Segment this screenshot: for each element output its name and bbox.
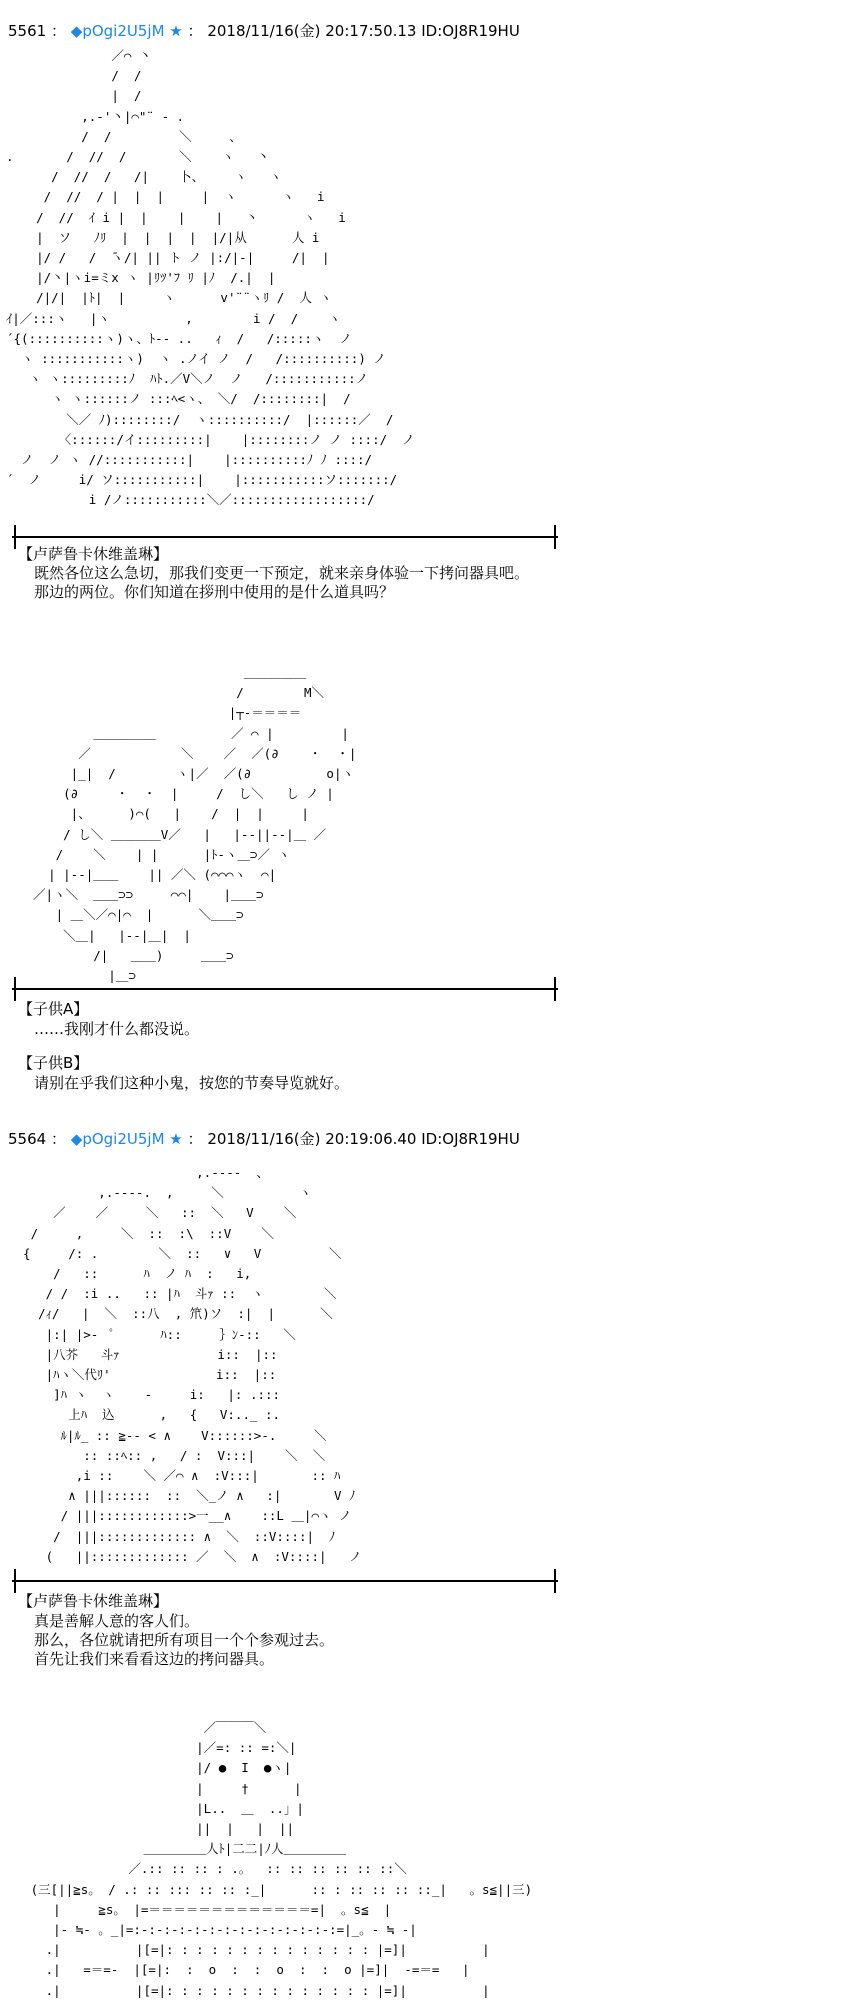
header-separator: ： [187, 22, 203, 40]
dialogue-line: 请别在乎我们这种小鬼，按您的节奏导览就好。 [34, 1074, 350, 1092]
divider-cross [554, 525, 556, 549]
divider [12, 988, 558, 990]
dialogue-line: 那边的两位。你们知道在拶刑中使用的是什么道具吗？ [34, 583, 395, 601]
divider-cross [14, 1569, 16, 1593]
divider-cross [554, 977, 556, 1001]
ascii-art-girl: ／⌒ 丶 / / | / ,.-'丶|⌒"¨ ‐ . / / ＼ 、 . / // / ＼ ヽ 丶 / // / /| 卜、 ヽ ヽ / // / | | | | ヽ ヽ i / // ｲ i | | | | 丶 ヽ i | ソ ﾉﾘ | | | | |/|从 人 i |/ / / ̄ヽ/| || ト ノ |:/|-| /| | |/丶|ヽi=ミx ヽ |ﾘﾂ'ﾌ ﾘ |ﾉ /.| | /|/| |ﾄ| | ヽ v'¨¨ヽﾘ / 人 ヽ ｲ|／:::ヽ |ヽ , i / / ヽ ´{(::::::::::ヽ)ヽ、ﾄ‐- .. ｨ / /:::::ヽ ノ ヽ :::::::::::ヽ) ヽ .ノイ ノ / /::::::::::) ノ ヽ ヽ:::::::::ﾉ ﾊﾄ.／V＼ノ ノ /:::::::::::ノ ヽ ヽ::::::ノ :::ﾍ<ヽ、 ＼/ /::::::::| / ＼／ ﾉ)::::::::/ ヽ::::::::::/ |::::::／ / 〈::::::/イ:::::::::| |::::::::ノ ノ ::::/ ノ ノ ノ ヽ //:::::::::::| |::::::::::ﾉ ﾉ ::::/ ´ ノ i/ ソ:::::::::::| |:::::::::::ソ:::::::/ i /ノ:::::::::::＼／::::::::::::::::::/ [6, 48, 415, 508]
dialogue-line: 那么，各位就请把所有项目一个个参观过去。 [34, 1631, 335, 1649]
ascii-art-iron-maiden: ／￣￣￣＼ |／=: :: =:＼| |/ ● I ●ヽ| | † | |L.. ＿ ..」| || | | || ＿＿＿＿＿人ﾄ|二二|ﾉ人＿＿＿＿＿ ／.:: :: :: : .。 :: :: :: :: :: ::＼ (三[||≧s。 / .: :: ::: :: :: :_| :: : :: :: :: ::_| 。s≦||三) | ≧s。 |=＝＝＝＝＝＝＝＝＝＝＝＝＝=| 。s≦ | |‐ ≒- 。_|=:‐:‐:‐:‐:‐:‐:‐:‐:‐:‐:‐:‐:‐:=|_。- ≒ ‐| .| |[=|: : : : : : : : : : : : : : |=]| | .| =＝=- |[=|: : o : : o : : o |=]| -=＝= | .| |[=|: : : : : : : : : : : : : : |=]| | [30, 1720, 533, 1998]
ascii-art-children: ＿＿＿＿＿ / M＼ |┬‐＝＝＝＝ ＿＿＿＿＿ ／ ⌒ | | ／ ＼ ／ ／(∂ ・ ・| |_| / ヽ|／ ／(∂ o|ヽ (∂ ・ ・ | / し＼ し ノ | |、 )⌒( | / | | | / し＼ ＿＿＿＿V／ | |--||--|＿ ／ / ＼ | | |ﾄ-ヽ＿⊃／ ヽ | |--|＿＿ || ／＼ (⌒⌒⌒ヽ ⌒| ／|ヽ＼ ＿＿⊃⊃ ⌒⌒| |＿＿⊃ | ＿＼／⌒|⌒ | ＼＿＿⊃ ＼＿| |--|＿| | /| ＿＿) ＿＿⊃ |＿⊃ [33, 665, 357, 984]
dialogue-line: 首先让我们来看看这边的拷问器具。 [34, 1650, 275, 1668]
diamond-icon: ◆ [70, 1130, 83, 1148]
trip-code[interactable]: pOgi2U5jM [82, 1130, 165, 1148]
header-separator: ： [50, 22, 66, 40]
post-header-5564 [8, 1130, 520, 1148]
post-datetime-id: 2018/11/16(金) 20:17:50.13 ID:OJ8R19HU [207, 22, 520, 40]
divider-cross [554, 1569, 556, 1593]
speaker-name: 【卢萨鲁卡休维盖琳】 [18, 1592, 169, 1610]
post-number: 5564 [8, 1130, 47, 1148]
post-header-5561 [8, 22, 520, 40]
divider-cross [14, 977, 16, 1001]
post-number: 5561 [8, 22, 47, 40]
star-icon: ★ [169, 1130, 183, 1148]
speaker-name: 【卢萨鲁卡休维盖琳】 [18, 545, 169, 563]
dialogue-line: 真是善解人意的客人们。 [34, 1612, 200, 1630]
header-separator: ： [187, 1130, 203, 1148]
speaker-name: 【子供B】 [18, 1054, 89, 1072]
divider-cross [14, 525, 16, 549]
divider [12, 536, 558, 538]
diamond-icon: ◆ [70, 22, 83, 40]
divider [12, 1580, 558, 1582]
star-icon: ★ [169, 22, 183, 40]
trip-code[interactable]: pOgi2U5jM [82, 22, 165, 40]
post-datetime-id: 2018/11/16(金) 20:19:06.40 ID:OJ8R19HU [207, 1130, 520, 1148]
header-separator: ： [50, 1130, 66, 1148]
dialogue-line: ……我刚才什么都没说。 [34, 1020, 200, 1038]
speaker-name: 【子供A】 [18, 1000, 89, 1018]
ascii-art-girl-smiling: ,.-‐‐- 、 ,.-‐‐-. , ＼ ヽ ／ ／ ＼ :: ＼ V ＼ / , ＼ :: :\ ::V ＼ { /: . ＼ :: ∨ V ＼ / :: ﾊ ノ ﾊ : i, / / :i .. :: |ﾊ 斗ｧ :: ヽ ＼ /ｨ/ | ＼ ::八 , 笊)ソ :| | ＼ |:| |>‐ ﾟ ﾊ:: ｝ﾝ-:: ＼ |八芥 斗ｧ i:: |:: |ﾊヽ＼代ﾘ' i:: |:: ]ﾊ ヽ ヽ ‐ i: |: .::: 上ﾊ 込 , { V:.._ :. ﾙ|ﾙ_ :: ≧-- < ∧ V::::::>-. ＼ :: ::ﾍ:: , / : V:::| ＼ ＼ ,i :: ＼ ／⌒ ∧ :V:::| :: ﾊ ∧ |||:::::: :: ＼_ノ ∧ :| V ﾉ / |||::::::::::::>一__∧ ::L ＿|⌒ヽ ノ / |||::::::::::::: ∧ ＼ ::V::::| ﾉ ( ||::::::::::::: ／ ＼ ∧ :V::::| ノ [23, 1165, 362, 1564]
dialogue-line: 既然各位这么急切，那我们变更一下预定，就来亲身体验一下拷问器具吧。 [34, 564, 530, 582]
